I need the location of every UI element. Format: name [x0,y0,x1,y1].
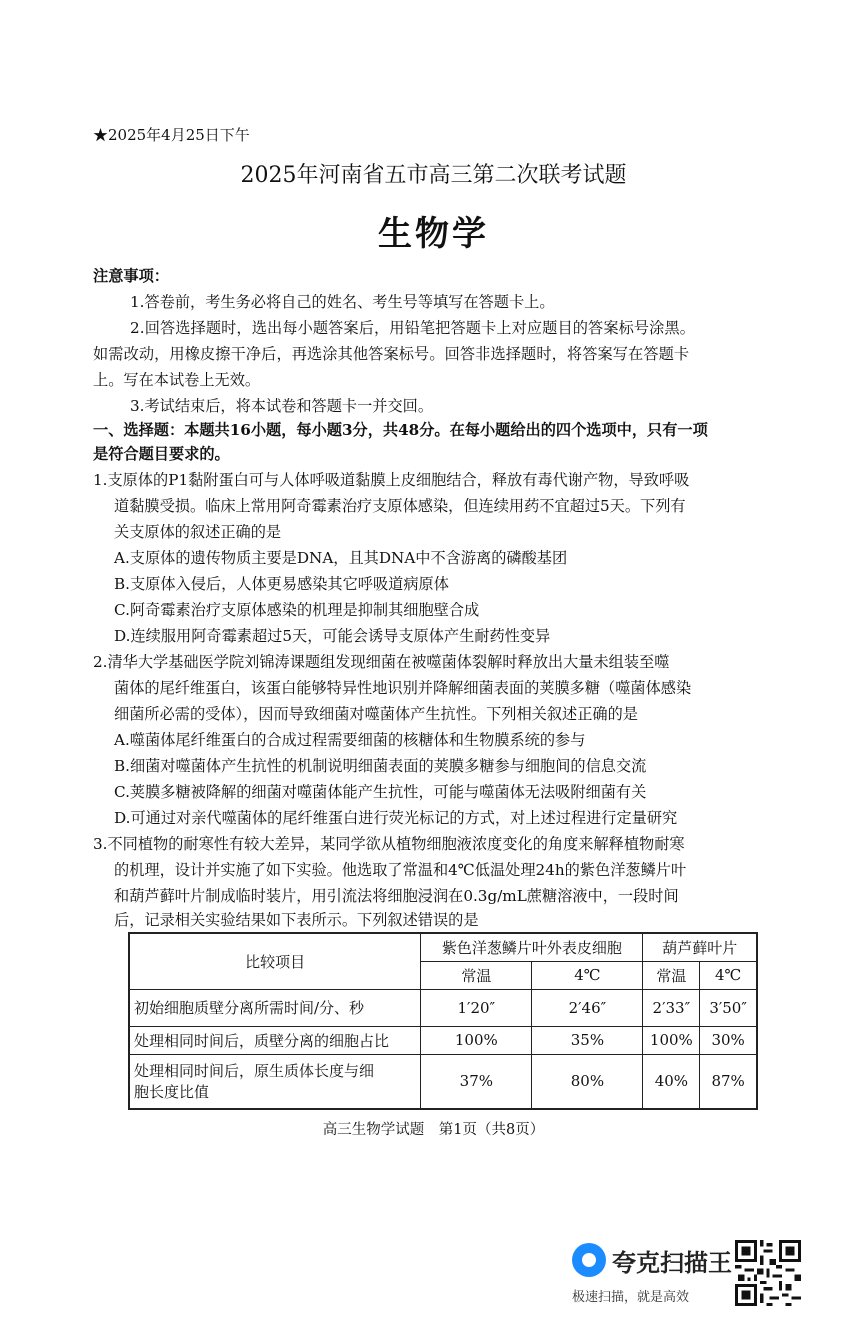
subject-title: 生物学 [378,214,489,254]
q2-option-a: A.噬菌体尾纤维蛋白的合成过程需要细菌的核糖体和生物膜系统的参与 [114,731,586,749]
q2-option-b: B.细菌对噬菌体产生抗性的机制说明细菌表面的荚膜多糖参与细胞间的信息交流 [114,757,647,775]
table-row-label-line: 处理相同时间后，原生质体长度与细 [134,1062,375,1081]
q2-stem: 细菌所必需的受体），因而导致细菌对噬菌体产生抗性。下列相关叙述正确的是 [114,705,638,723]
table-cell: 87% [700,1054,757,1109]
q2-stem: 2.清华大学基础医学院刘锦涛课题组发现细菌在被噬菌体裂解时释放出大量未组装至噬 [93,653,670,671]
table-header-onion: 紫色洋葱鳞片叶外表皮细胞 [421,933,643,961]
q1-stem: 关支原体的叙述正确的是 [114,523,282,541]
table-subheader: 4℃ [700,961,757,989]
section-heading-cont: 是符合题目要求的。 [93,445,230,463]
page-footer: 高三生物学试题 第1页（共8页） [322,1122,545,1138]
table-cell: 100% [643,1026,700,1054]
table-row [129,1026,757,1054]
table-subheader: 常温 [421,961,532,989]
table-row-label: 初始细胞质壁分离所需时间/分、秒 [129,990,421,1026]
table-row [129,1054,757,1109]
q1-option-a: A.支原体的遗传物质主要是DNA，且其DNA中不含游离的磷酸基团 [114,549,568,567]
section-heading: 一、选择题：本题共16小题，每小题3分，共48分。在每小题给出的四个选项中，只有一项 [93,421,708,439]
table-cell: 30% [700,1026,757,1054]
scanner-slogan: 极速扫描，就是高效 [572,1290,690,1305]
table-cell: 37% [421,1054,532,1109]
q1-stem: 道黏膜受损。临床上常用阿奇霉素治疗支原体感染，但连续用药不宜超过5天。下列有 [114,497,686,515]
q1-option-c: C.阿奇霉素治疗支原体感染的机理是抑制其细胞壁合成 [114,601,480,619]
table-cell: 100% [421,1026,532,1054]
q2-option-d: D.可通过对亲代噬菌体的尾纤维蛋白进行荧光标记的方式，对上述过程进行定量研究 [114,809,678,827]
exam-title: 2025年河南省五市高三第二次联考试题 [240,163,627,188]
notice-heading: 注意事项： [93,267,169,285]
table-header-item: 比较项目 [129,933,421,990]
table-row [129,990,757,1026]
q2-stem: 菌体的尾纤维蛋白，该蛋白能够特异性地识别并降解细菌表面的荚膜多糖（噬菌体感染 [114,679,692,697]
q3-stem: 后，记录相关实验结果如下表所示。下列叙述错误的是 [114,911,479,929]
table-header-moss: 葫芦藓叶片 [643,933,757,961]
q1-stem: 1.支原体的P1黏附蛋白可与人体呼吸道黏膜上皮细胞结合，释放有毒代谢产物，导致呼吸 [93,471,690,489]
table-cell: 35% [532,1026,643,1054]
notice-line: 3.考试结束后，将本试卷和答题卡一并交回。 [130,397,434,415]
table-row-label: 处理相同时间后，质壁分离的细胞占比 [129,1026,421,1054]
experiment-table [128,932,758,1110]
q3-stem: 3.不同植物的耐寒性有较大差异，某同学欲从植物细胞液浓度变化的角度来解释植物耐寒 [93,835,685,853]
table-cell: 40% [643,1054,700,1109]
table-cell: 80% [532,1054,643,1109]
table-cell: 2′46″ [532,990,643,1026]
q3-stem: 和葫芦藓叶片制成临时装片，用引流法将细胞浸润在0.3g/mL蔗糖溶液中，一段时间 [114,887,679,905]
table-cell: 3′50″ [700,990,757,1026]
table-subheader: 4℃ [532,961,643,989]
notice-line: 2.回答选择题时，选出每小题答案后，用铅笔把答题卡上对应题目的答案标号涂黑。 [130,319,696,337]
notice-line: 上。写在本试卷上无效。 [93,371,261,389]
table-row-label-line: 胞长度比值 [134,1083,210,1102]
q2-option-c: C.荚膜多糖被降解的细菌对噬菌体能产生抗性，可能与噬菌体无法吸附细菌有关 [114,783,647,801]
table-cell: 2′33″ [643,990,700,1026]
table-row-label [129,1054,421,1109]
q3-stem: 的机理，设计并实施了如下实验。他选取了常温和4℃低温处理24h的紫色洋葱鳞片叶 [114,861,687,879]
notice-line: 如需改动，用橡皮擦干净后，再选涂其他答案标号。回答非选择题时，将答案写在答题卡 [93,345,690,363]
table-cell: 1′20″ [421,990,532,1026]
scanner-brand: 夸克扫描王 [612,1249,732,1277]
table-subheader: 常温 [643,961,700,989]
qr-code-icon [735,1240,801,1306]
scanner-logo-inner-icon [582,1253,596,1267]
q1-option-b: B.支原体入侵后，人体更易感染其它呼吸道病原体 [114,575,449,593]
q1-option-d: D.连续服用阿奇霉素超过5天，可能会诱导支原体产生耐药性变异 [114,627,551,645]
notice-line: 1.答卷前，考生务必将自己的姓名、考生号等填写在答题卡上。 [130,293,555,311]
exam-date: ★2025年4月25日下午 [93,126,250,144]
